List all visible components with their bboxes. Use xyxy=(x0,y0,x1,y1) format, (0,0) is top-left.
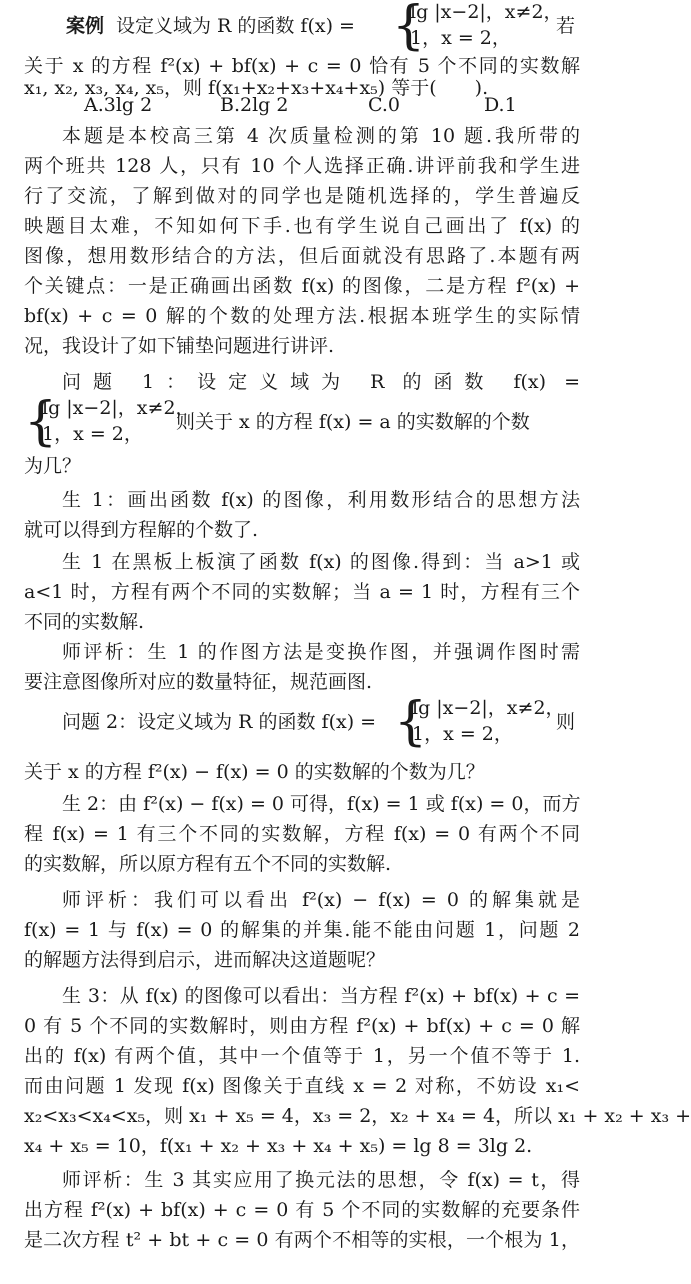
text-line-27: 的实数解，所以原方程有五个不同的实数解. xyxy=(24,853,392,875)
text-line-20: 不同的实数解. xyxy=(24,611,145,633)
text-line-8: 映题目太难，不知如何下手.也有学生说自己画出了 f(x) 的 xyxy=(24,215,580,237)
choice-d: D.1 xyxy=(484,94,517,116)
choice-b: B.2lg 2 xyxy=(220,94,289,116)
text-line-6: 两个班共 128 人，只有 10 个人选择正确.讲评前我和学生进 xyxy=(24,155,580,177)
text-line-25: 生 2：由 f²(x) − f(x) = 0 可得，f(x) = 1 或 f(x) = 0，而方 xyxy=(62,793,581,815)
text-line-17: 就可以得到方程解的个数了. xyxy=(24,519,259,541)
text-line-38: 出方程 f²(x) + bf(x) + c = 0 有 5 个不同的实数解的充要条件 xyxy=(24,1199,580,1221)
ze-char: 则 xyxy=(556,711,576,733)
piecewise-case-2: 1，x = 2， xyxy=(412,723,513,745)
piecewise-case-1: lg |x−2|，x≠2， xyxy=(42,397,195,419)
text-line-16: 生 1：画出函数 f(x) 的图像，利用数形结合的思想方法 xyxy=(62,489,580,511)
case-label: 案例 xyxy=(66,15,105,37)
choice-a: A.3lg 2 xyxy=(84,94,153,116)
text-line-37: 师评析：生 3 其实应用了换元法的思想，令 f(x) = t，得 xyxy=(62,1169,580,1191)
text-line-24: 关于 x 的方程 f²(x) − f(x) = 0 的实数解的个数为几？ xyxy=(24,761,485,783)
text-line-7: 行了交流，了解到做对的同学也是随机选择的，学生普遍反 xyxy=(24,185,580,207)
text-line-28: 师评析：我们可以看出 f²(x) − f(x) = 0 的解集就是 xyxy=(62,889,580,911)
text-line-1: 设定义域为 R 的函数 f(x) = xyxy=(116,15,355,37)
text-line-29: f(x) = 1 与 f(x) = 0 的解集的并集.能不能由问题 1，问题 2 xyxy=(24,919,580,941)
left-brace-icon: { xyxy=(24,392,58,452)
text-line-15: 为几？ xyxy=(24,455,82,477)
piecewise-case-1: lg |x−2|，x≠2， xyxy=(412,697,565,719)
left-brace-icon: { xyxy=(392,0,426,56)
text-line-35: x₂<x₃<x₄<x₅，则 x₁ + x₅ = 4，x₃ = 2，x₂ + x₄ = 4，所以 x₁ + x₂ + x₃ + xyxy=(24,1105,691,1127)
piecewise-case-2: 1，x = 2， xyxy=(42,423,143,445)
text-line-19: a<1 时，方程有两个不同的实数解；当 a = 1 时，方程有三个 xyxy=(24,581,580,603)
text-line-34: 而由问题 1 发现 f(x) 图像关于直线 x = 2 对称，不妨设 x₁< xyxy=(24,1075,580,1097)
text-line-5: 本题是本校高三第 4 次质量检测的第 10 题.我所带的 xyxy=(62,125,580,147)
choice-c: C.0 xyxy=(368,94,400,116)
text-line-23: 问题 2：设定义域为 R 的函数 f(x) = xyxy=(62,711,377,733)
text-line-14: 则关于 x 的方程 f(x) = a 的实数解的个数 xyxy=(176,411,530,433)
text-line-31: 生 3：从 f(x) 的图像可以看出：当方程 f²(x) + bf(x) + c = xyxy=(62,985,580,1007)
text-line-26: 程 f(x) = 1 有三个不同的实数解，方程 f(x) = 0 有两个不同 xyxy=(24,823,580,845)
left-brace-icon: { xyxy=(394,692,428,752)
text-line-36: x₄ + x₅ = 10，f(x₁ + x₂ + x₃ + x₄ + x₅) = lg 8 = 3lg 2. xyxy=(24,1135,533,1157)
text-line-11: bf(x) + c = 0 解的个数的处理方法.根据本班学生的实际情 xyxy=(24,305,580,327)
text-line-18: 生 1 在黑板上板演了函数 f(x) 的图像.得到：当 a>1 或 xyxy=(62,551,580,573)
text-line-12: 况，我设计了如下铺垫问题进行讲评. xyxy=(24,335,335,357)
text-line-22: 要注意图像所对应的数量特征，规范画图. xyxy=(24,671,373,693)
case-tail: 若 xyxy=(556,15,576,37)
text-line-3: x₁, x₂, x₃, x₄, x₅，则 f(x₁+x₂+x₃+x₄+x₅) 等于( ). xyxy=(24,77,489,99)
text-line-13: 问题 1：设定义域为 R 的函数 f(x) = xyxy=(62,371,580,393)
piecewise-case-1: lg |x−2|，x≠2， xyxy=(410,1,563,23)
text-line-2: 关于 x 的方程 f²(x) + bf(x) + c = 0 恰有 5 个不同的实数解 xyxy=(24,55,580,77)
text-line-21: 师评析：生 1 的作图方法是变换作图，并强调作图时需 xyxy=(62,641,580,663)
text-line-33: 出的 f(x) 有两个值，其中一个值等于 1，另一个值不等于 1. xyxy=(24,1045,580,1067)
text-line-39: 是二次方程 t² + bt + c = 0 有两个不相等的实根，一个根为 1， xyxy=(24,1229,580,1251)
text-line-32: 0 有 5 个不同的实数解时，则由方程 f²(x) + bf(x) + c = 0 解 xyxy=(24,1015,580,1037)
piecewise-case-2: 1，x = 2， xyxy=(410,27,511,49)
text-line-10: 个关键点：一是正确画出函数 f(x) 的图像，二是方程 f²(x) + xyxy=(24,275,580,297)
text-line-30: 的解题方法得到启示，进而解决这道题呢？ xyxy=(24,949,386,971)
text-line-9: 图像，想用数形结合的方法，但后面就没有思路了.本题有两 xyxy=(24,245,580,267)
